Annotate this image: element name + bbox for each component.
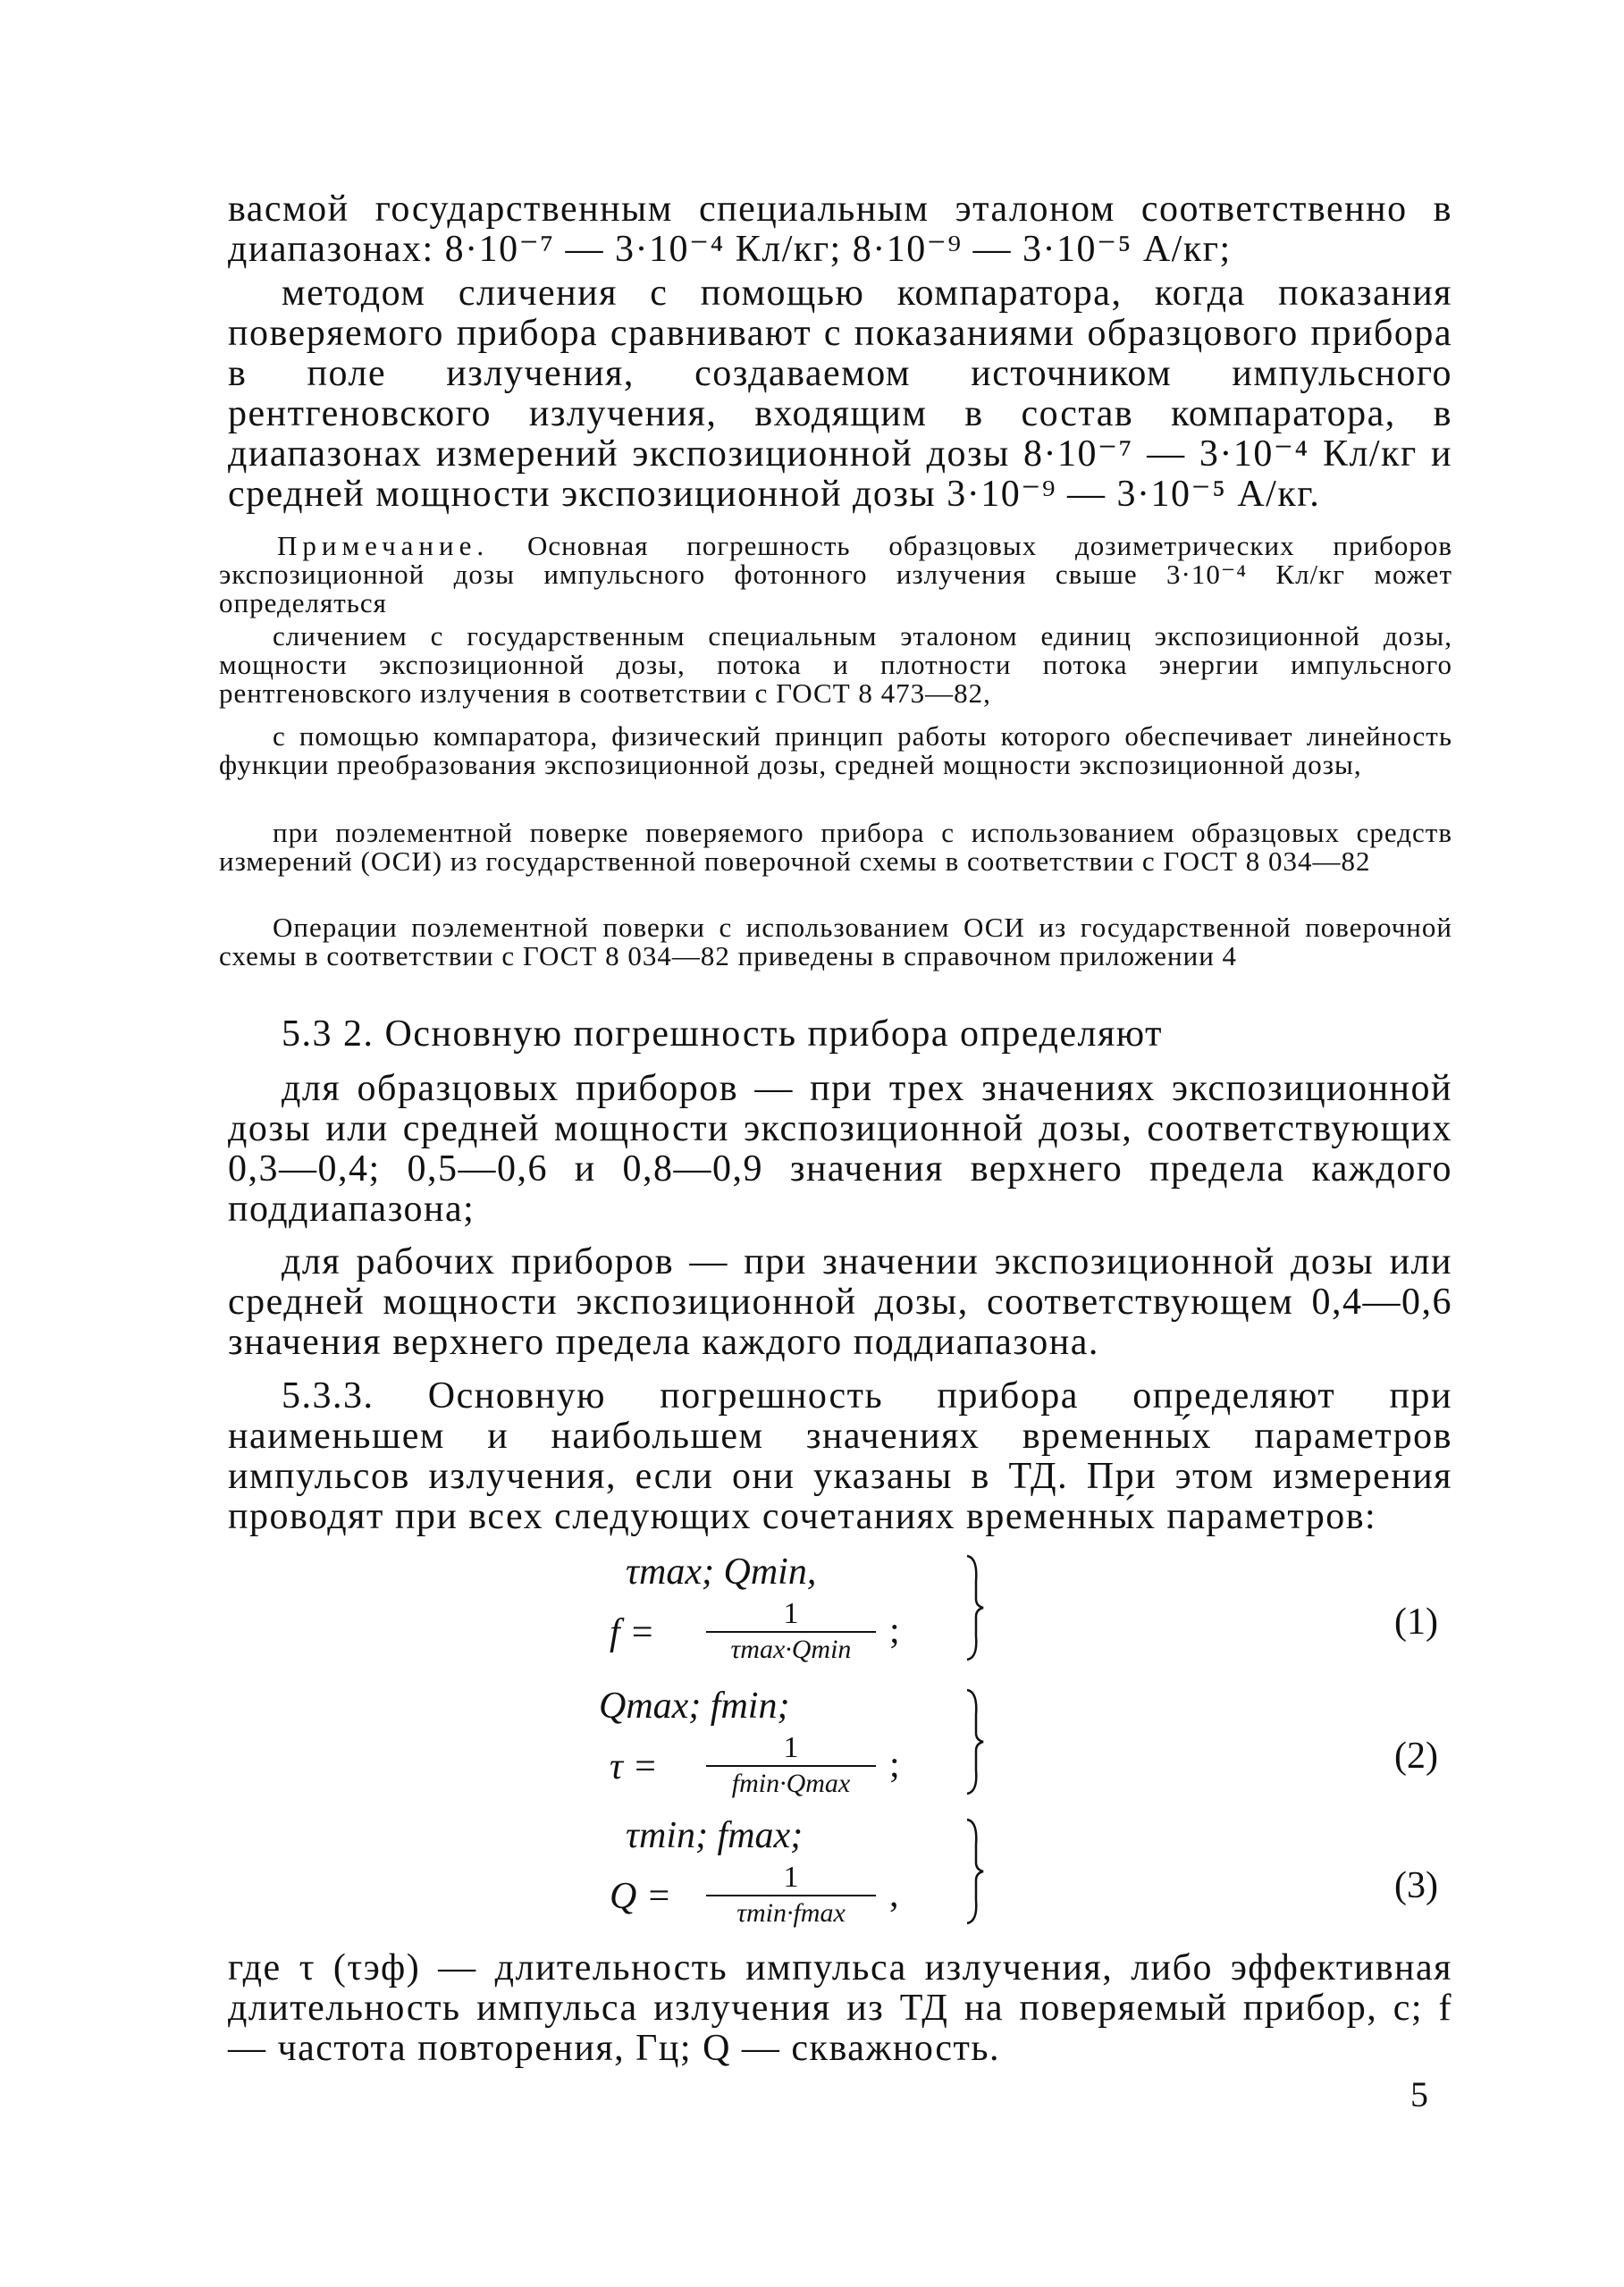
formula-3-numerator: 1 [783,1861,799,1894]
section-532-heading: 5.3 2. Основную погрешность прибора определяют [282,1013,1163,1055]
right-brace-icon [965,1688,985,1795]
formula-1-lhs: f = [610,1612,655,1653]
note-item-3: при поэлементной поверке поверяемого прибора с использованием образцовых средств измерений (ОСИ) из государственной поверочной схемы в соответствии с ГОСТ 8 034—82 [219,817,1452,877]
right-brace-icon [965,1554,985,1661]
paragraph-2: методом сличения с помощью компаратора, когда показания поверяемого прибора сравнивают с показаниями образцового прибора в поле излучения, создаваемом источником импульсного рентгеновского излучения, входящим в состав компаратора, в диапазонах измерений экспозиционной дозы 8·10⁻⁷ — 3·10⁻⁴ Кл/кг и средней мощности экспозиционной дозы 3·10⁻⁹ — 3·10⁻⁵ А/кг. [228,273,1452,515]
formula-3-params: τmin; fmax; [626,1815,804,1856]
formula-2-fraction [706,1731,876,1801]
formula-3 [572,1814,1466,1930]
formula-1-number: (1) [1394,1602,1438,1643]
formula-1 [572,1551,1466,1667]
paragraph-1: васмой государственным специальным эталоном соответственно в диапазонах: 8·10⁻⁷ — 3·10⁻⁴ Кл/кг; 8·10⁻⁹ — 3·10⁻⁵ А/кг; [228,189,1452,270]
note-item-1: сличением с государственным специальным эталоном единиц экспозиционной дозы, мощности экспозиционной дозы, потока и плотности потока энергии импульсного рентгеновского излучения в соответствии с ГОСТ 8 473—82, [219,620,1452,709]
formula-2 [572,1685,1466,1801]
formula-1-denominator: τmax·Qmin [706,1631,876,1667]
formula-2-numerator: 1 [783,1731,799,1764]
note-item-2: с помощью компаратора, физический принцип работы которого обеспечивает линейность функции преобразования экспозиционной дозы, средней мощности экспозиционной дозы, [219,720,1452,780]
page-number: 5 [1410,2074,1428,2115]
formula-3-fraction [706,1861,876,1930]
formula-1-numerator: 1 [783,1597,799,1630]
formula-3-denominator: τmin·fmax [706,1895,876,1930]
formula-3-number: (3) [1394,1865,1438,1906]
formula-2-params: Qmax; fmin; [599,1686,790,1727]
section-532-item-1: для образцовых приборов — при трех значениях экспозиционной дозы или средней мощности экспозиционной дозы, соответствующих 0,3—0,4; 0,5—0,6 и 0,8—0,9 значения верхнего предела каждого поддиапазона; [228,1068,1452,1230]
note-item-4: Операции поэлементной поверки с использованием ОСИ из государственной поверочной схемы в соответствии с ГОСТ 8 034—82 приведены в справочном приложении 4 [219,912,1452,971]
note-label: Примечание. [277,530,490,561]
formula-3-punct: , [889,1874,899,1915]
section-533-text: 5.3.3. Основную погрешность прибора определяют при наименьшем и наибольшем значениях временны́х параметров импульсов излучения, если они указаны в ТД. При этом измерения проводят при всех следующих сочетаниях временны́х параметров: [228,1375,1452,1537]
section-532-item-2: для рабочих приборов — при значении экспозиционной дозы или средней мощности экспозиционной дозы, соответствующем 0,4—0,6 значения верхнего предела каждого поддиапазона. [228,1241,1452,1363]
formula-2-denominator: fmin·Qmax [706,1765,876,1801]
right-brace-icon [965,1818,985,1925]
note-intro: Основная погрешность образцовых дозиметрических приборов экспозиционной дозы импульсного фотонного излучения свыше 3·10⁻⁴ Кл/кг может определяться [219,530,1452,618]
formula-3-lhs: Q = [610,1876,672,1917]
formula-1-fraction [706,1597,876,1667]
formula-1-punct: ; [889,1610,900,1652]
formula-2-number: (2) [1394,1736,1438,1777]
formula-1-params: τmax; Qmin, [626,1551,817,1593]
formula-2-punct: ; [889,1745,900,1786]
formula-2-lhs: τ = [610,1746,658,1787]
where-paragraph: где τ (τэф) — длительность импульса излучения, либо эффективная длительность импульса излучения из ТД на поверяемый прибор, с; f — частота повторения, Гц; Q — скважность. [228,1947,1452,2069]
note-block [219,532,1452,618]
